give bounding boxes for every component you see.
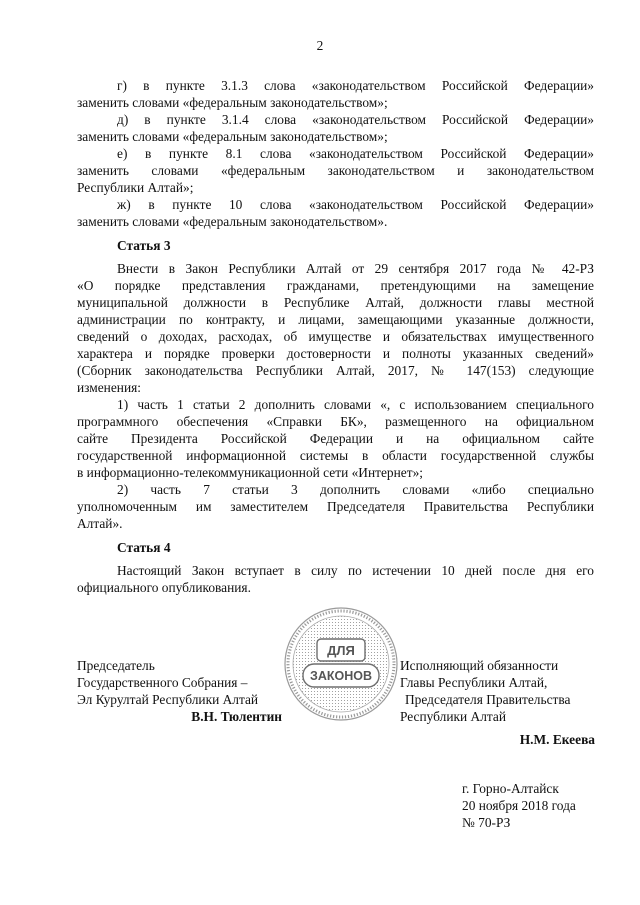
article-3-item-2-line: уполномоченным им заместителем Председателя Правительства Республики [77,499,594,514]
signature-name-chairman: В.Н. Тюлентин [191,709,282,724]
article-3-intro-line: изменения: [77,380,142,395]
article-3-item-1-line: в информационно-телекоммуникационной сети «Интернет»; [77,465,423,480]
article-3-item-2-line: 2) часть 7 статьи 3 дополнить словами «либо специально [117,482,594,497]
amendment-zh-line2: заменить словами «федеральным законодательством». [77,214,388,229]
signature-title-line: Государственного Собрания – [77,675,248,690]
amendment-g-line2: заменить словами «федеральным законодательством»; [77,95,388,110]
law-number: № 70-РЗ [462,815,511,830]
signature-title-line: Эл Курултай Республики Алтай [77,692,259,707]
article-4-text-line: Настоящий Закон вступает в силу по истечении 10 дней после дня его [117,563,594,578]
seal-stamp [283,606,399,722]
city: г. Горно-Алтайск [462,781,559,796]
article-3-item-1-line: 1) часть 1 статьи 2 дополнить словами «, с использованием специального [117,397,594,412]
signature-title-line: Исполняющий обязанности [400,658,559,673]
article-3-heading: Статья 3 [117,238,171,253]
signature-title-line: Республики Алтай [400,709,507,724]
stamp-text-line1: ДЛЯ [327,643,355,658]
signature-title-line: Председателя Правительства [405,692,571,707]
signature-title-line: Председатель [77,658,155,673]
amendment-e-line1: е) в пункте 8.1 слова «законодательством Российской Федерации» [117,146,594,161]
article-3-item-1-line: программного обеспечения «Справки БК», размещенного на официальном [77,414,594,429]
article-3-intro-line: (Сборник законодательства Республики Алтай, 2017, № 147(153) следующие [77,363,594,378]
article-3-item-1-line: государственной информационной системы в области государственной службы [77,448,594,463]
article-3-intro-line: сведений о доходах, расходах, об имуществе и обязательствах имущественного [77,329,594,344]
signature-block-chairman [77,657,282,725]
amendment-d-line1: д) в пункте 3.1.4 слова «законодательством Российской Федерации» [117,112,594,127]
stamp-text-line2: ЗАКОНОВ [310,669,372,683]
article-3-intro-line: «О порядке представления гражданами, претендующими на замещение [77,278,594,293]
amendment-d-line2: заменить словами «федеральным законодательством»; [77,129,388,144]
article-4-text-line: официального опубликования. [77,580,251,595]
article-3-intro-line: муниципальной должности в Республике Алтай, должности главы местной [77,295,594,310]
article-3-intro-line: Внести в Закон Республики Алтай от 29 сентября 2017 года № 42-РЗ [117,261,594,276]
document-body [77,77,594,596]
amendment-e-line2: заменить словами «федеральным законодательством и законодательством [77,163,594,178]
article-4-heading: Статья 4 [117,540,171,555]
page-number: 2 [316,38,324,53]
amendment-g-line1: г) в пункте 3.1.3 слова «законодательством Российской Федерации» [117,78,594,93]
place-date-block [462,780,576,831]
amendment-e-line3: Республики Алтай»; [77,180,194,195]
amendment-zh-line1: ж) в пункте 10 слова «законодательством Российской Федерации» [117,197,594,212]
signature-block-head [400,657,595,748]
article-3-intro-line: администрации по контракту, и лицами, замещающими указанные должности, [77,312,594,327]
article-3-item-1-line: сайте Президента Российской Федерации и на официальном сайте [77,431,594,446]
article-3-item-2-line: Алтай». [77,516,123,531]
signature-name-head: Н.М. Екеева [519,732,595,747]
signature-title-line: Главы Республики Алтай, [400,675,548,690]
article-3-intro-line: характера и порядке проверки достоверности и полноты указанных сведений» [77,346,594,361]
adoption-date: 20 ноября 2018 года [462,798,576,813]
